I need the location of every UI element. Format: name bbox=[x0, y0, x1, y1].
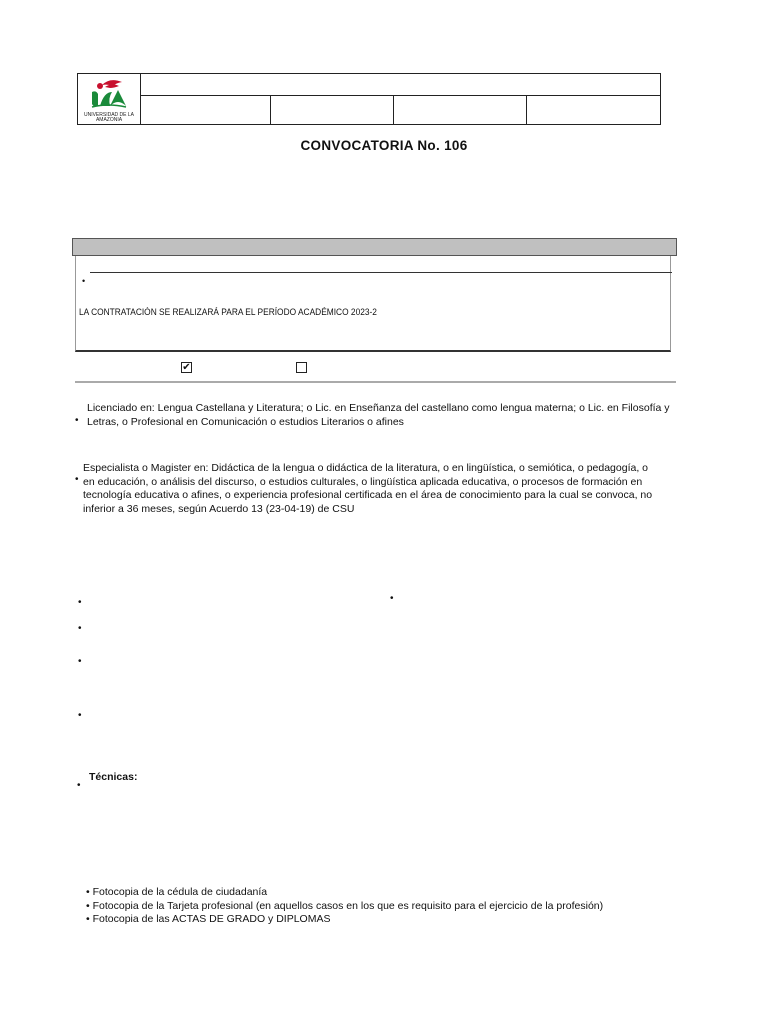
degree-requirement: Licenciado en: Lengua Castellana y Literatura; o Lic. en Enseñanza del castellano como lengua materna; o Lic. en Filosofía y Letras, o Profesional en Comunicación o estudios Literarios o afines bbox=[87, 402, 670, 428]
university-logo bbox=[88, 76, 130, 112]
bullet: • bbox=[78, 597, 82, 608]
list-item: • Fotocopia de la Tarjeta profesional (en aquellos casos en los que es requisito para el ejercicio de la profesión) bbox=[86, 899, 604, 912]
header-cell-divider bbox=[526, 95, 527, 125]
postgraduate-requirement: Especialista o Magister en: Didáctica de la lengua o didáctica de la literatura, o en lingüística, o semiótica, o pedagogía, o en educación, o análisis del discurso, o estudios culturales, o lingüística aplicada educativa, o procesos de formación en tecnología educativa o afines, o experiencia profesional certificada en el área de conocimiento para la cual se convoca, no inferior a 36 meses, según Acuerdo 13 (23-04-19) de CSU bbox=[83, 462, 653, 515]
header-cell-divider bbox=[393, 95, 394, 125]
checkbox-checked[interactable]: ✔ bbox=[182, 362, 191, 373]
checkbox-unchecked[interactable] bbox=[296, 362, 307, 373]
bullet: • bbox=[75, 474, 79, 485]
bullet: • bbox=[82, 276, 86, 286]
header-cell-divider bbox=[270, 95, 271, 125]
bullet: • bbox=[78, 656, 82, 667]
bullet: • bbox=[390, 593, 394, 604]
list-item: • Fotocopia de las ACTAS DE GRADO y DIPLOMAS bbox=[86, 913, 331, 925]
bullet: • bbox=[78, 710, 82, 721]
list-item: • Fotocopia de la cédula de ciudadanía bbox=[86, 886, 268, 898]
divider-rule bbox=[75, 381, 676, 383]
section-header-bar bbox=[72, 238, 677, 256]
documents-list bbox=[86, 886, 603, 927]
header-table bbox=[77, 73, 661, 125]
bullet: • bbox=[77, 780, 81, 791]
page-title: CONVOCATORIA No. 106 bbox=[300, 138, 468, 153]
contract-note: LA CONTRATACIÓN SE REALIZARÁ PARA EL PERÍODO ACADÉMICO 2023-2 bbox=[79, 307, 377, 318]
bullet: • bbox=[78, 623, 82, 634]
logo-caption: UNIVERSIDAD DE LA AMAZONIA bbox=[83, 112, 134, 123]
contract-box bbox=[75, 256, 671, 352]
box-divider bbox=[90, 272, 672, 273]
header-divider bbox=[141, 95, 661, 96]
tecnicas-label: Técnicas: bbox=[89, 771, 138, 783]
bullet: • bbox=[75, 415, 79, 426]
